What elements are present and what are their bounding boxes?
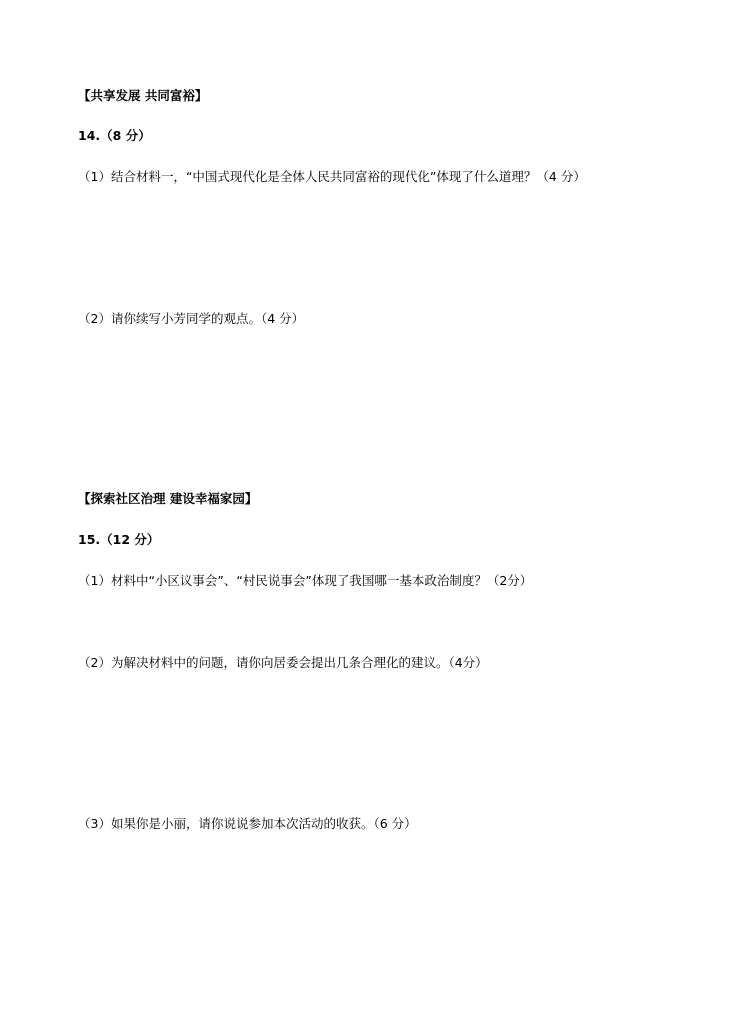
question-14-number: 14.（8 分） (78, 128, 151, 143)
question-15-part-2: （2）为解决材料中的问题，请你向居委会提出几条合理化的建议。（4分） (78, 655, 488, 670)
question-14-part-2: （2）请你续写小芳同学的观点。（4 分） (78, 311, 305, 326)
section-heading-shared-development: 【共享发展 共同富裕】 (78, 88, 208, 103)
question-15-part-3: （3）如果你是小丽，请你说说参加本次活动的收获。（6 分） (78, 816, 417, 831)
question-14-part-1: （1）结合材料一，“中国式现代化是全体人民共同富裕的现代化”体现了什么道理？（4 分） (78, 169, 586, 184)
question-15-number: 15.（12 分） (78, 532, 160, 547)
section-heading-community-governance: 【探索社区治理 建设幸福家园】 (78, 491, 258, 506)
question-15-part-1: （1）材料中“小区议事会”、“村民说事会”体现了我国哪一基本政治制度？（2分） (78, 573, 533, 588)
